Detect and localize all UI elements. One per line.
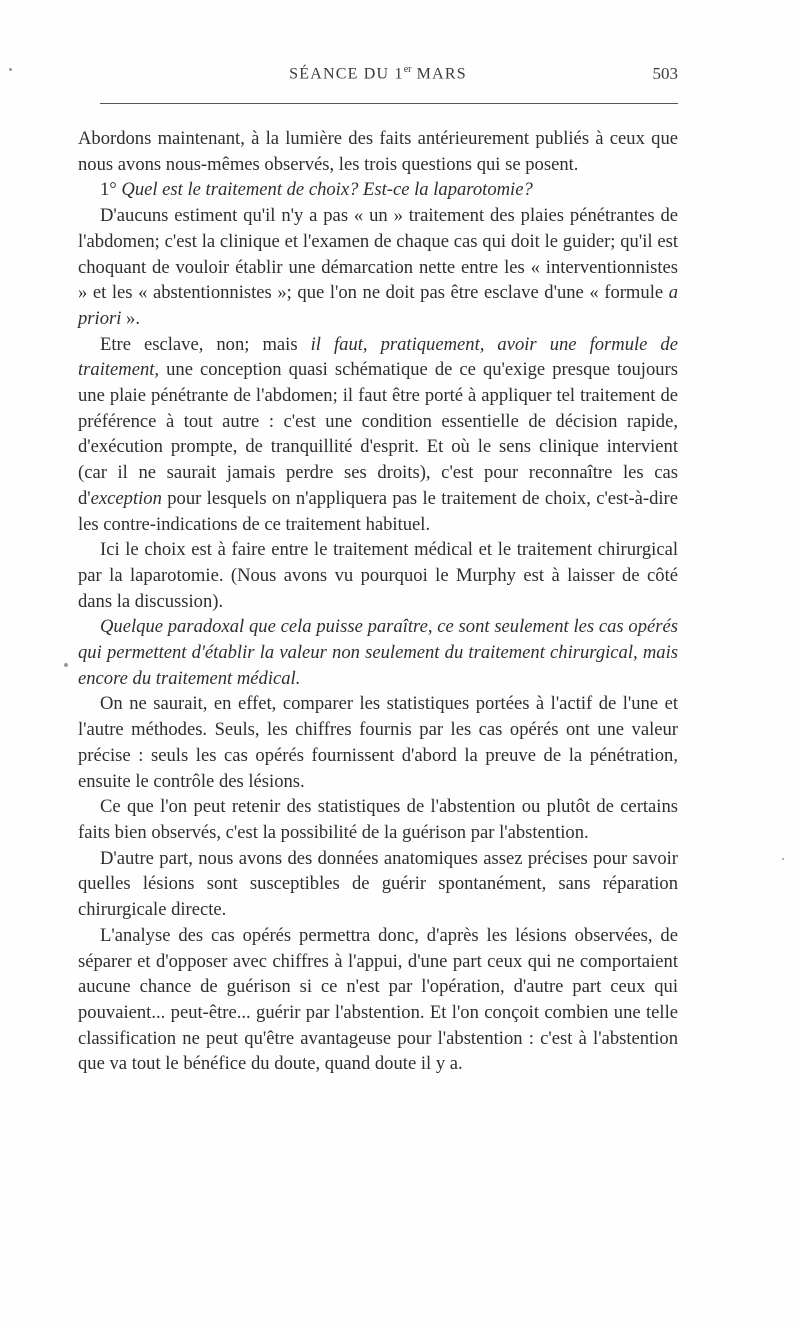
- paragraph: [78, 691, 678, 794]
- running-title-superscript: er: [403, 64, 412, 75]
- header-rule: [100, 103, 678, 104]
- paragraph: [78, 614, 678, 691]
- text-run: D'autre part, nous avons des données anatomiques assez précises pour savoir quelles lésions sont susceptibles de guérir spontanément, sans réparation chirurgicale directe.: [78, 847, 678, 921]
- paragraph: [78, 846, 678, 923]
- italic-text: il faut, pratiquement, avoir une formule de traitement,: [78, 333, 678, 381]
- running-title-end: MARS: [411, 65, 467, 83]
- paragraph: [78, 177, 678, 203]
- paper-speck: [64, 663, 68, 667]
- paper-speck: [9, 68, 12, 71]
- text-run: une conception quasi schématique de ce qu'exige presque toujours une plaie pénétrante de l'abdomen; il faut être porté à appliquer tel traitement de préférence à tout autre : c'est une condition essentielle de décision rapide, d'exécution prompte, de tranquillité d'esprit. Et où le sens clinique intervient (car il ne saurait jamais perdre ses droits), c'est pour reconnaître les cas d': [78, 359, 678, 509]
- text-run: L'analyse des cas opérés permettra donc, d'après les lésions observées, de séparer et d'opposer avec chiffres à l'appui, d'une part ceux qui ne comportaient aucune chance de guérison si ce n'est par l'opération, d'autre part ceux qui pouvaient... peut-être... guérir par l'abstention. Et l'on conçoit combien une telle classification ne peut qu'être avantageuse pour l'abstention : c'est à l'abstention que va tout le bénéfice du doute, quand doute il y a.: [78, 924, 678, 1075]
- page-number: 503: [652, 64, 678, 83]
- paper-speck: [782, 858, 784, 860]
- text-run: D'aucuns estiment qu'il n'y a pas « un » traitement des plaies pénétrantes de l'abdomen; c'est la clinique et l'examen de chaque cas qui doit le guider; qu'il est choquant de vouloir établir une démarcation nette entre les « interventionnistes » et les « abstentionnistes »; que l'on ne doit pas être esclave d'une « formule: [78, 205, 678, 304]
- italic-text: Quel est le traitement de choix? Est-ce la laparotomie?: [121, 179, 533, 201]
- text-run: pour lesquels on n'appliquera pas le traitement de choix, c'est-à-dire les contre-indications de ce traitement habituel.: [78, 487, 678, 535]
- paragraph: [78, 923, 678, 1077]
- text-run: Ici le choix est à faire entre le traitement médical et le traitement chirurgical par la laparotomie. (Nous avons vu pourquoi le Murphy est à laisser de côté dans la discussion).: [78, 539, 678, 612]
- body-text: [78, 126, 678, 1077]
- paragraph: [78, 126, 678, 177]
- italic-text: Quelque paradoxal que cela puisse paraître, ce sont seulement les cas opérés qui permettent d'établir la valeur non seulement du traitement chirurgical, mais encore du traitement médical.: [78, 616, 678, 689]
- text-run: Abordons maintenant, à la lumière des faits antérieurement publiés à ceux que nous avons nous-mêmes observés, les trois questions qui se posent.: [78, 128, 678, 175]
- paragraph: [78, 203, 678, 332]
- running-title: [78, 64, 678, 83]
- running-head: [78, 64, 678, 88]
- text-run: Ce que l'on peut retenir des statistiques de l'abstention ou plutôt de certains faits bien observés, c'est la possibilité de la guérison par l'abstention.: [78, 796, 678, 843]
- paragraph: [78, 332, 678, 538]
- text-run: On ne saurait, en effet, comparer les statistiques portées à l'actif de l'une et l'autre méthodes. Seuls, les chiffres fournis par les cas opérés ont une valeur précise : seuls les cas opérés fournissent d'abord la preuve de la pénétration, ensuite le contrôle des lésions.: [78, 693, 678, 792]
- text-run: Etre esclave, non; mais: [100, 333, 311, 355]
- text-run: ».: [121, 307, 140, 329]
- running-title-main: SÉANCE DU 1: [289, 65, 404, 83]
- paragraph: [78, 537, 678, 614]
- italic-text: a priori: [78, 282, 678, 329]
- paragraph: [78, 794, 678, 845]
- italic-text: exception: [90, 487, 162, 509]
- text-run: 1°: [100, 179, 122, 201]
